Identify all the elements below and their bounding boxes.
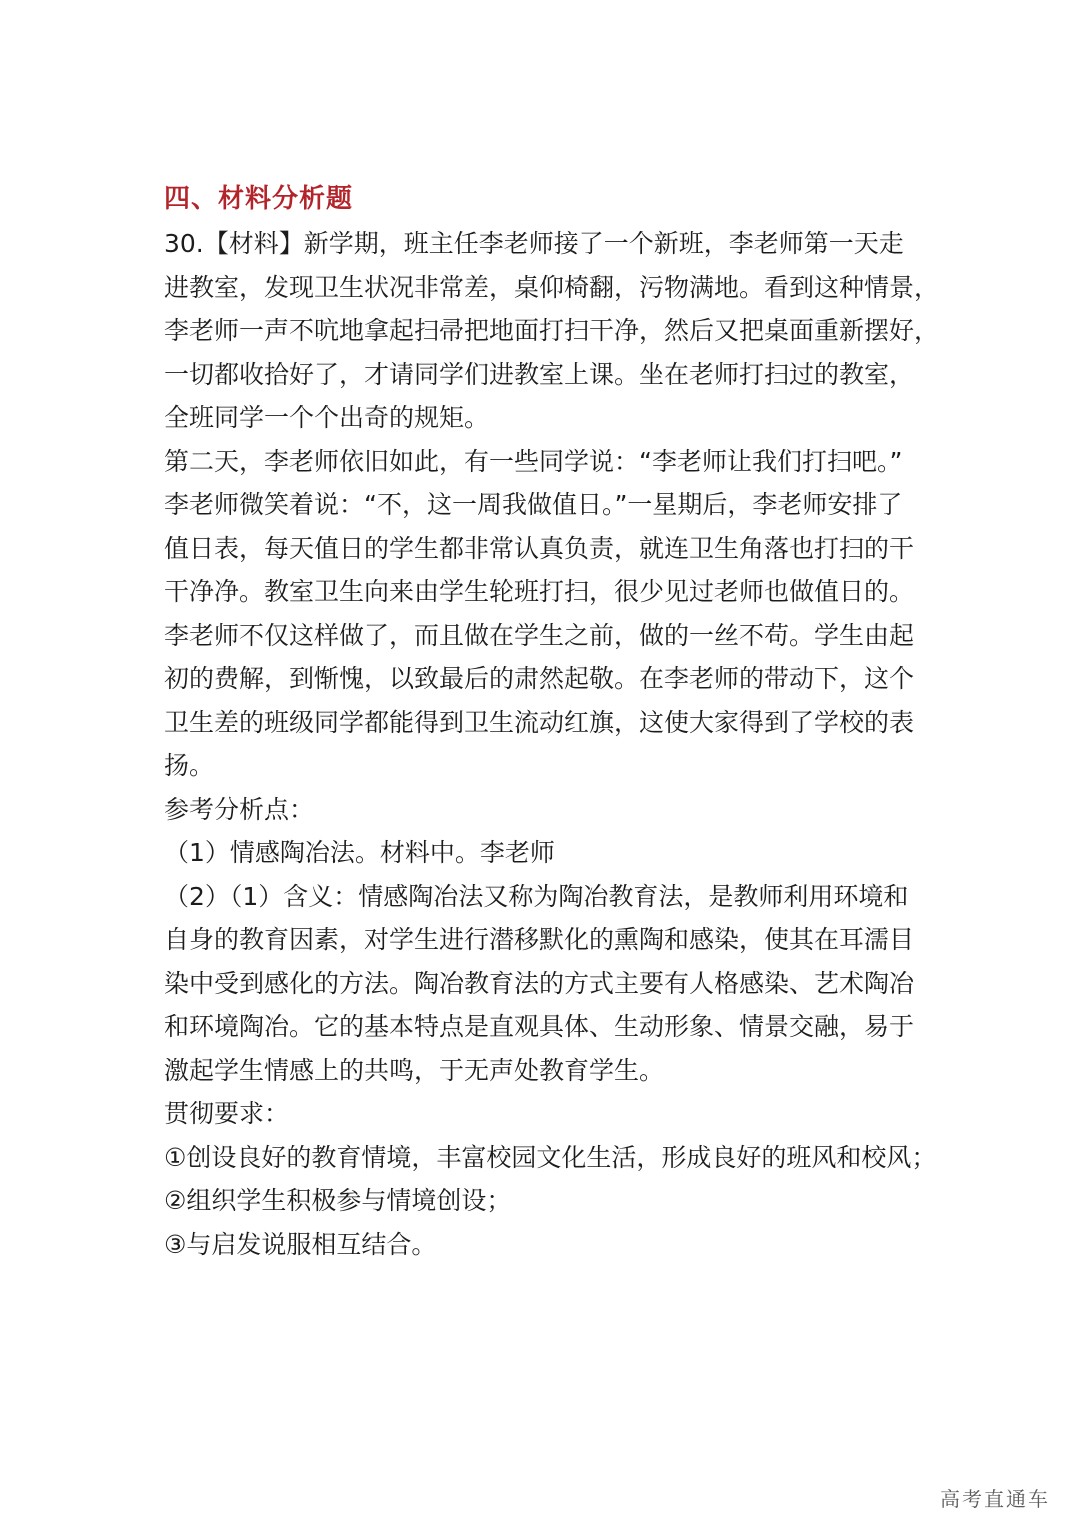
- text-line: 初的费解，到惭愧，以致最后的肃然起敬。在李老师的带动下，这个: [164, 664, 915, 693]
- text-line: 染中受到感化的方法。陶冶教育法的方式主要有人格感染、艺术陶冶: [164, 968, 915, 998]
- text-line: 进教室，发现卫生状况非常差，桌仰椅翻，污物满地。看到这种情景，: [164, 272, 940, 302]
- text-line: 和环境陶冶。它的基本特点是直观具体、生动形象、情景交融，易于: [164, 1012, 915, 1041]
- text-line: 李老师微笑着说：“不，这一周我做值日。”一星期后，李老师安排了: [164, 490, 903, 519]
- text-line: 一切都收拾好了，才请同学们进教室上课。坐在老师打扫过的教室，: [164, 359, 915, 389]
- section-title: 四、材料分析题: [164, 184, 354, 214]
- requirements-heading: 贯彻要求：: [164, 1099, 290, 1128]
- text-line: 扬。: [164, 751, 215, 780]
- analysis-heading: 参考分析点：: [164, 794, 315, 824]
- text-line: （1）情感陶冶法。材料中。李老师: [164, 838, 555, 867]
- text-line: 干净净。教室卫生向来由学生轮班打扫，很少见过老师也做值日的。: [164, 577, 915, 606]
- text-line: 自身的教育因素，对学生进行潜移默化的熏陶和感染，使其在耳濡目: [164, 925, 915, 954]
- text-line: （2）（1）含义：情感陶冶法又称为陶冶教育法，是教师利用环境和: [164, 881, 909, 911]
- requirement-item: ②组织学生积极参与情境创设；: [164, 1186, 512, 1215]
- requirement-item: ③与启发说服相互结合。: [164, 1229, 437, 1259]
- text-line: 30.【材料】新学期，班主任李老师接了一个新班，李老师第一天走: [164, 229, 904, 258]
- text-line: 李老师不仅这样做了，而且做在学生之前，做的一丝不苟。学生由起: [164, 620, 915, 650]
- requirement-item: ①创设良好的教育情境，丰富校园文化生活，形成良好的班风和校风；: [164, 1142, 937, 1172]
- text-line: 激起学生情感上的共鸣，于无声处教育学生。: [164, 1055, 665, 1085]
- document-content: [164, 176, 944, 1266]
- text-line: 全班同学一个个出奇的规矩。: [164, 403, 490, 432]
- text-line: 值日表，每天值日的学生都非常认真负责，就连卫生角落也打扫的干: [164, 533, 915, 563]
- text-line: 卫生差的班级同学都能得到卫生流动红旗，这使大家得到了学校的表: [164, 707, 915, 737]
- text-line: 李老师一声不吭地拿起扫帚把地面打扫干净，然后又把桌面重新摆好，: [164, 316, 940, 345]
- watermark-text: 高考直通车: [940, 1487, 1050, 1511]
- text-line: 第二天，李老师依旧如此，有一些同学说：“李老师让我们打扫吧。”: [164, 446, 903, 476]
